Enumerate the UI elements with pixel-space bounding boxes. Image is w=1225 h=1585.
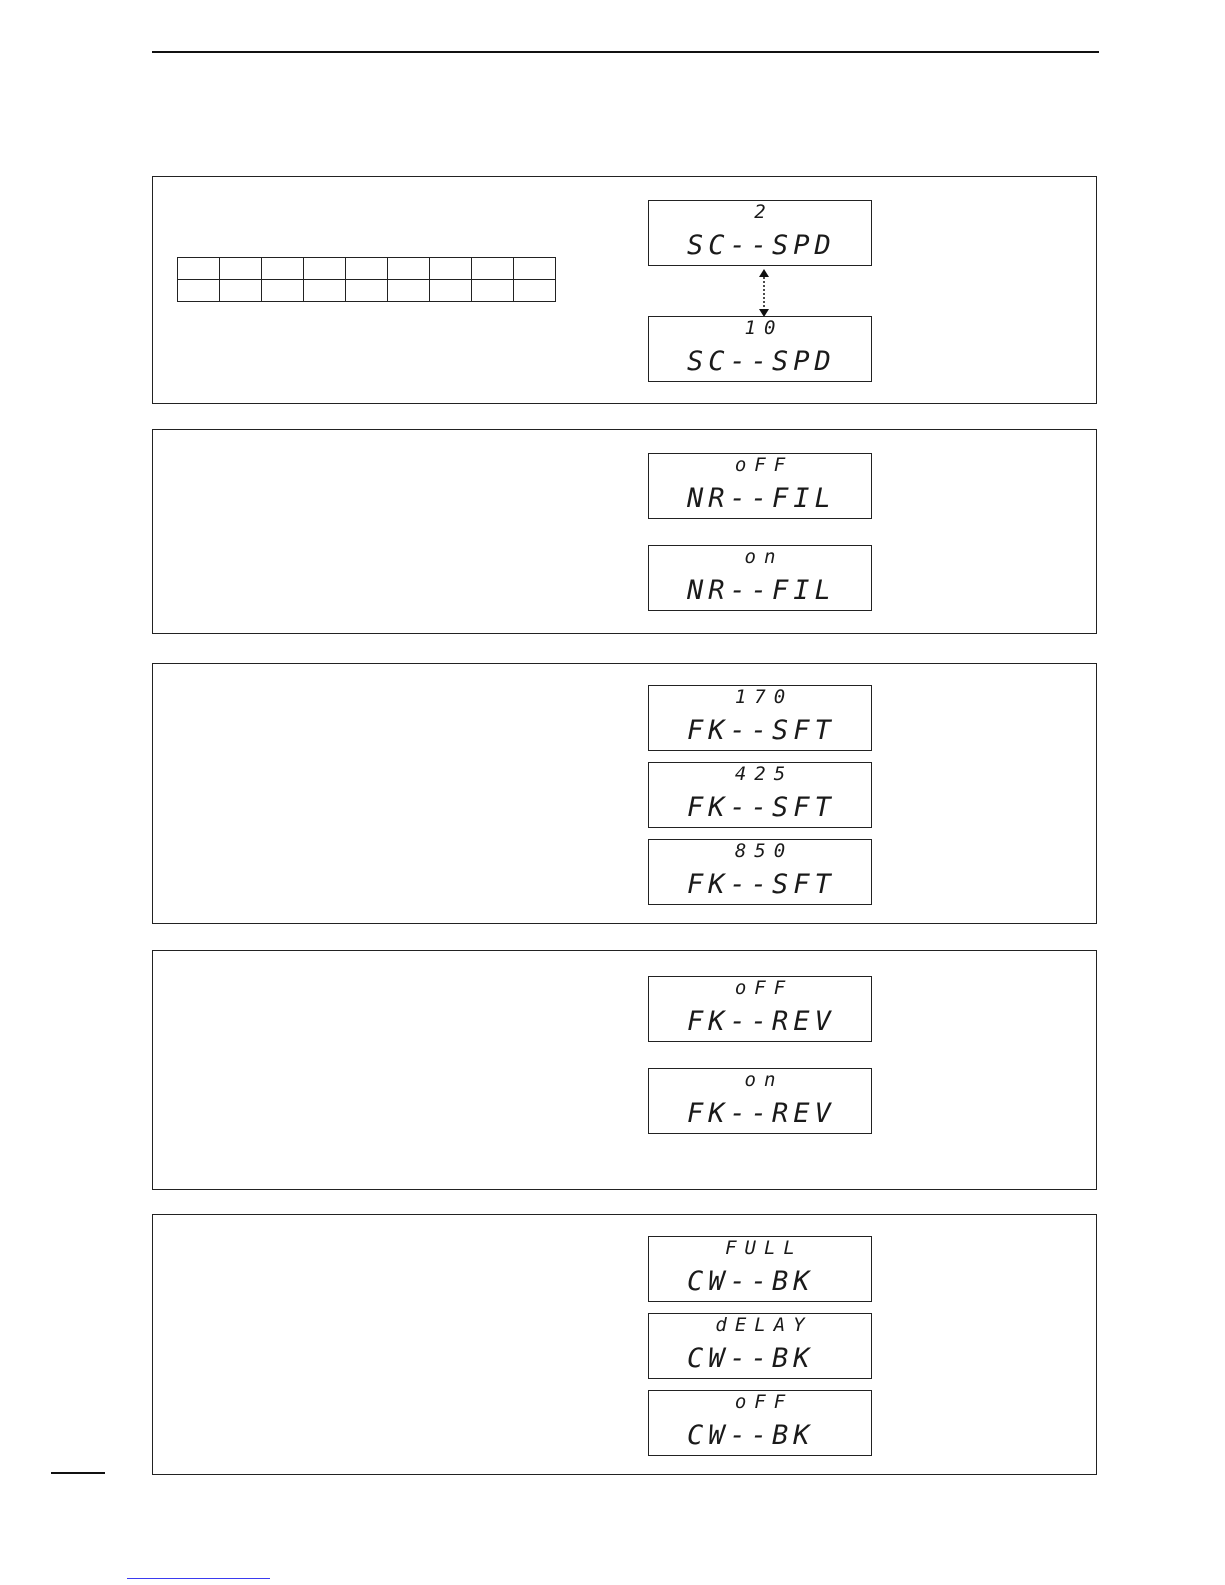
lcd-item-name: FK--REV	[687, 1098, 836, 1129]
lcd-value: 850	[734, 840, 794, 862]
table-cell	[220, 280, 262, 302]
table-cell	[262, 258, 304, 280]
lcd-display	[648, 762, 872, 828]
link-underline	[127, 1578, 270, 1579]
lcd-item-name: FK--REV	[687, 1006, 836, 1037]
speed-table	[177, 257, 556, 302]
table-cell	[514, 280, 556, 302]
lcd-display	[648, 316, 872, 382]
lcd-value: oFF	[734, 1391, 794, 1413]
lcd-display	[648, 685, 872, 751]
lcd-value: 10	[744, 317, 784, 339]
table-row	[178, 280, 556, 302]
lcd-display	[648, 976, 872, 1042]
lcd-item-name: FK--SFT	[687, 792, 836, 823]
lcd-value: oFF	[734, 977, 794, 999]
lcd-value: on	[744, 546, 784, 568]
table-cell	[388, 280, 430, 302]
cw-break-in-section	[152, 1214, 1097, 1475]
lcd-value: 2	[754, 201, 774, 223]
lcd-item-name: NR--FIL	[687, 483, 836, 514]
table-cell	[346, 258, 388, 280]
lcd-display	[648, 545, 872, 611]
lcd-value: on	[744, 1069, 784, 1091]
table-cell	[178, 258, 220, 280]
lcd-display	[648, 1068, 872, 1134]
lcd-value: dELAY	[715, 1314, 813, 1336]
table-cell	[178, 280, 220, 302]
table-cell	[430, 258, 472, 280]
table-cell	[472, 280, 514, 302]
fsk-reverse-section	[152, 950, 1097, 1190]
lcd-value: 425	[734, 763, 794, 785]
lcd-display	[648, 200, 872, 266]
fsk-shift-section	[152, 663, 1097, 924]
lcd-item-name: CW--BK	[687, 1343, 815, 1374]
lcd-display	[648, 1390, 872, 1456]
lcd-item-name: SC--SPD	[687, 230, 836, 261]
table-row	[178, 258, 556, 280]
table-cell	[514, 258, 556, 280]
page-number-rule	[51, 1472, 105, 1474]
lcd-item-name: NR--FIL	[687, 575, 836, 606]
lcd-display	[648, 1313, 872, 1379]
lcd-value: FULL	[725, 1237, 803, 1259]
double-arrow-icon	[758, 269, 770, 317]
table-cell	[220, 258, 262, 280]
lcd-display	[648, 453, 872, 519]
table-cell	[304, 258, 346, 280]
table-cell	[346, 280, 388, 302]
lcd-item-name: CW--BK	[687, 1420, 815, 1451]
lcd-item-name: CW--BK	[687, 1266, 815, 1297]
scan-speed-section	[152, 176, 1097, 404]
lcd-value: oFF	[734, 454, 794, 476]
lcd-display	[648, 1236, 872, 1302]
table-cell	[472, 258, 514, 280]
table-cell	[262, 280, 304, 302]
table-cell	[430, 280, 472, 302]
lcd-item-name: FK--SFT	[687, 869, 836, 900]
table-cell	[304, 280, 346, 302]
table-cell	[388, 258, 430, 280]
header-rule	[152, 51, 1099, 53]
lcd-item-name: FK--SFT	[687, 715, 836, 746]
nr-filter-section	[152, 429, 1097, 634]
lcd-display	[648, 839, 872, 905]
lcd-item-name: SC--SPD	[687, 346, 836, 377]
lcd-value: 170	[734, 686, 794, 708]
